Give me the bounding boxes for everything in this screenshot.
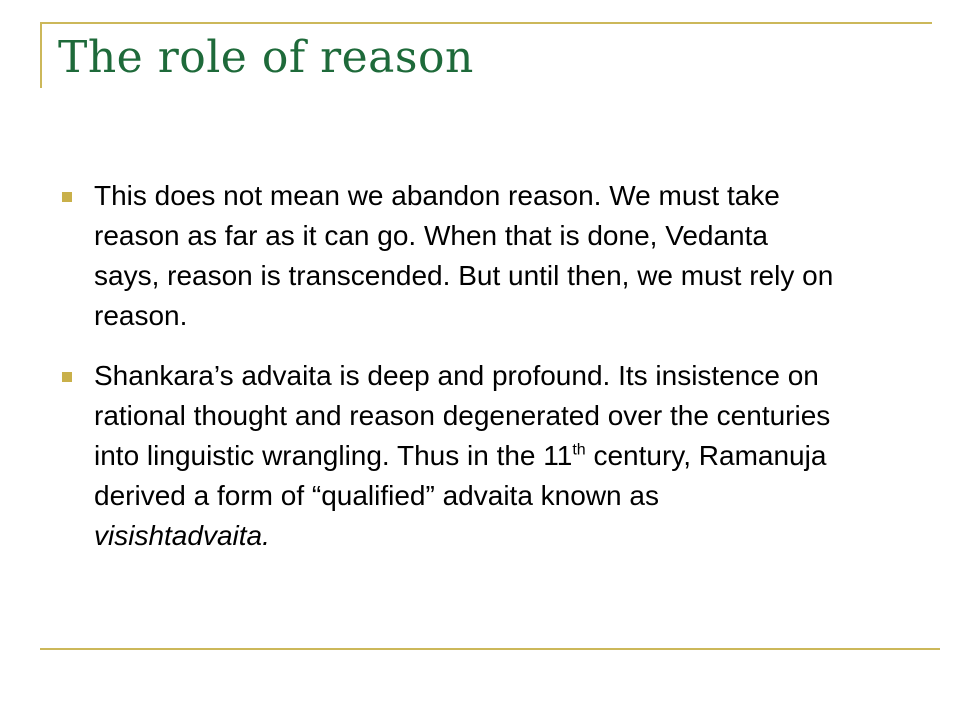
bullet-list bbox=[60, 176, 840, 576]
ordinal-superscript: th bbox=[572, 441, 586, 459]
left-rule bbox=[40, 22, 42, 88]
square-bullet-icon bbox=[62, 372, 72, 382]
slide-title: The role of reason bbox=[58, 32, 474, 83]
square-bullet-icon bbox=[62, 192, 72, 202]
bottom-rule bbox=[40, 648, 940, 650]
bullet-text-1: This does not mean we abandon reason. We must take reason as far as it can go. When that is done, Vedanta says, reason is transcended. But until then, we must rely on reason. bbox=[94, 180, 834, 331]
bullet-text-2-part-2: century, Ramanuja derived a form of “qualified” advaita known as bbox=[94, 440, 827, 511]
bullet-item-2 bbox=[60, 356, 840, 556]
bullet-text-2-part-1: Shankara’s advaita is deep and profound. Its insistence on rational thought and reason degenerated over the centuries into linguistic wrangling. Thus in the 11 bbox=[94, 360, 831, 471]
term-visishtadvaita: visishtadvaita. bbox=[94, 520, 270, 551]
top-rule bbox=[40, 22, 932, 24]
bullet-item-1 bbox=[60, 176, 840, 336]
